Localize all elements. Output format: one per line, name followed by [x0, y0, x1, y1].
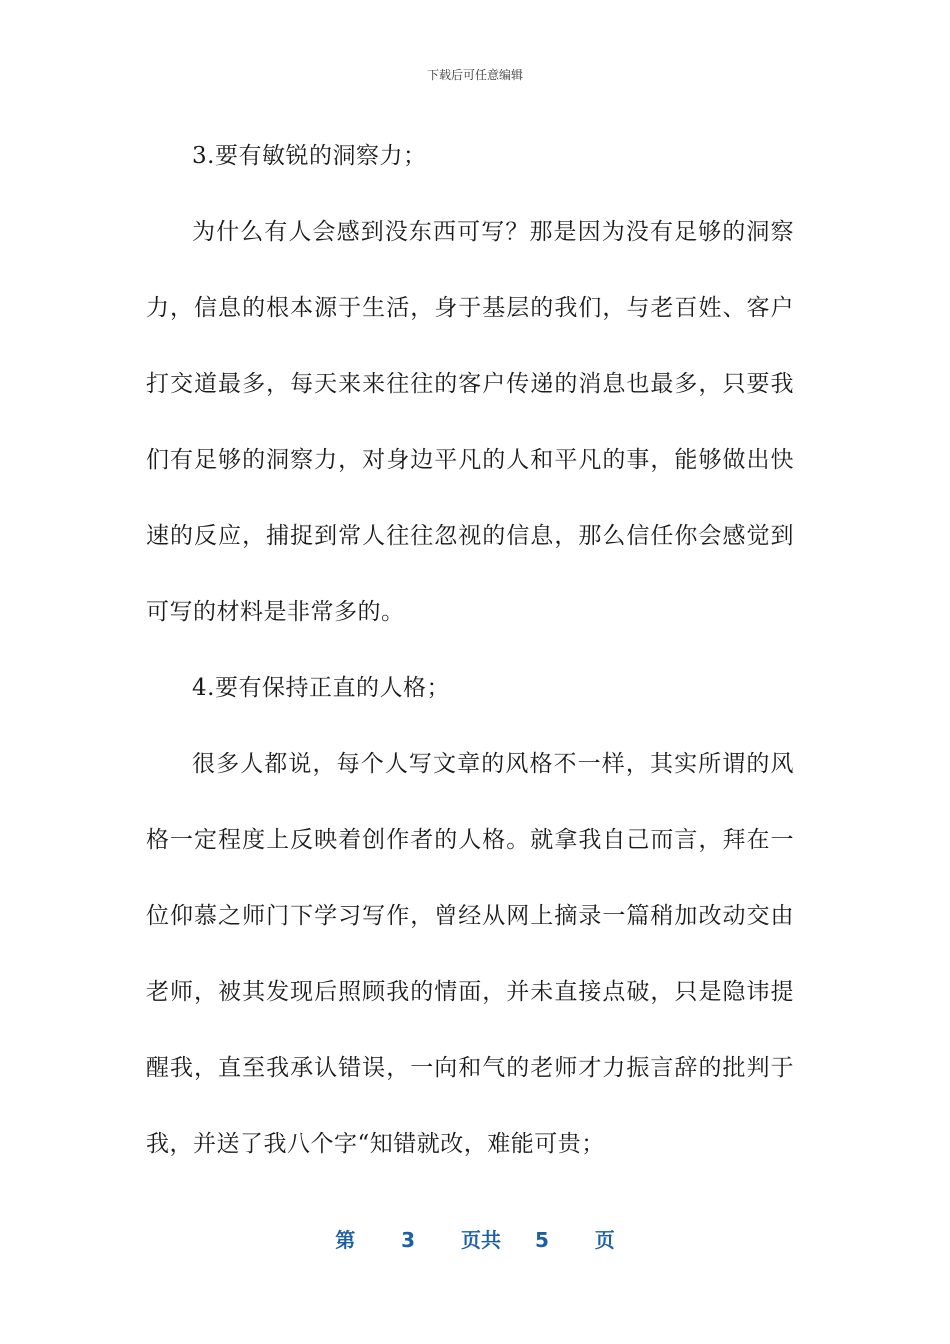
- document-body: [146, 118, 794, 1182]
- paragraph-heading-3: 3.要有敏锐的洞察力；: [192, 143, 427, 169]
- footer-suffix: 页: [594, 1228, 615, 1252]
- footer-current-page: 3: [401, 1228, 416, 1252]
- footer-middle: 页共: [461, 1228, 501, 1252]
- paragraph-heading-4: 4.要有保持正直的人格；: [192, 675, 450, 701]
- page-footer: [0, 1224, 950, 1253]
- footer-prefix: 第: [335, 1228, 356, 1252]
- paragraph-observation: 为什么有人会感到没东西可写？那是因为没有足够的洞察力，信息的根本源于生活，身于基层的我们，与老百姓、客户打交道最多，每天来来往往的客户传递的消息也最多，只要我们有足够的洞察力，对身边平凡的人和平凡的事，能够做出快速的反应，捕捉到常人往往忽视的信息，那么信任你会感觉到可写的材料是非常多的。: [146, 219, 794, 625]
- footer-total-pages: 5: [534, 1228, 549, 1252]
- paragraph-integrity: 很多人都说，每个人写文章的风格不一样，其实所谓的风格一定程度上反映着创作者的人格。就拿我自己而言，拜在一位仰慕之师门下学习写作，曾经从网上摘录一篇稍加改动交由老师，被其发现后照顾我的情面，并未直接点破，只是隐讳提醒我，直至我承认错误，一向和气的老师才力振言辞的批判于我，并送了我八个字“知错就改，难能可贵；: [146, 751, 794, 1157]
- page-header: 下载后可任意编辑: [426, 68, 523, 82]
